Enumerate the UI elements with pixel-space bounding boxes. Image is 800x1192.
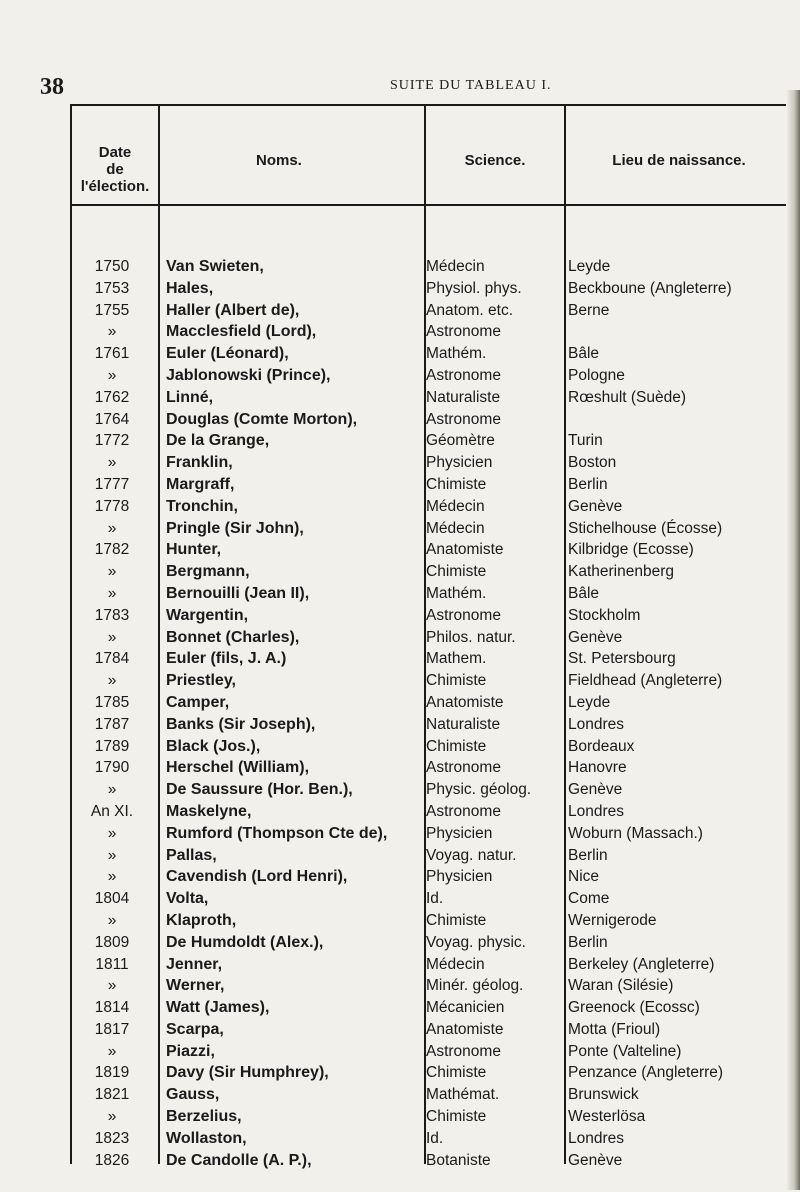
- name-cell: De Saussure (Hor. Ben.),: [166, 781, 353, 799]
- date-cell: »: [107, 1108, 117, 1126]
- table-row: [70, 932, 792, 954]
- name-cell: Hunter,: [166, 541, 222, 559]
- science-cell: Géomètre: [426, 432, 495, 450]
- date-cell: An XI.: [90, 802, 134, 820]
- name-cell: Werner,: [166, 977, 225, 995]
- place-cell: Hanovre: [568, 759, 627, 777]
- place-cell: Leyde: [568, 693, 611, 711]
- page-header: [40, 74, 780, 98]
- name-cell: Margraff,: [166, 475, 235, 493]
- date-cell: »: [107, 366, 117, 384]
- science-cell: Chimiste: [426, 672, 487, 690]
- date-cell: »: [107, 672, 117, 690]
- place-cell: Westerlösa: [568, 1108, 646, 1126]
- place-cell: Nice: [568, 868, 600, 886]
- name-cell: Banks (Sir Joseph),: [166, 715, 316, 733]
- name-cell: Hales,: [166, 279, 214, 297]
- table-row: [70, 1084, 792, 1106]
- name-cell: Herschel (William),: [166, 759, 310, 777]
- table-row: [70, 1128, 792, 1150]
- science-cell: Id.: [426, 890, 444, 908]
- table-row: [70, 430, 792, 452]
- science-cell: Minér. géolog.: [426, 977, 524, 995]
- date-cell: 1787: [94, 715, 130, 733]
- table-row: [70, 1062, 792, 1084]
- science-cell: Médecin: [426, 258, 485, 275]
- date-cell: »: [107, 628, 117, 646]
- table-row: [70, 910, 792, 932]
- place-cell: Genève: [568, 628, 623, 646]
- name-cell: Rumford (Thompson Cte de),: [166, 824, 388, 842]
- table-row: [70, 1019, 792, 1041]
- name-cell: Priestley,: [166, 672, 236, 690]
- name-cell: Camper,: [166, 693, 230, 711]
- table-row: [70, 321, 792, 343]
- date-cell: 1823: [94, 1129, 130, 1147]
- date-cell: 1782: [94, 541, 130, 559]
- place-cell: Berne: [568, 301, 610, 319]
- name-cell: Tronchin,: [166, 497, 238, 515]
- science-cell: Chimiste: [426, 1108, 487, 1126]
- date-cell: 1761: [94, 345, 130, 363]
- date-cell: »: [107, 977, 117, 995]
- science-cell: Anatomiste: [426, 1020, 504, 1038]
- date-cell: »: [107, 519, 117, 537]
- place-cell: Penzance (Angleterre): [568, 1064, 724, 1082]
- table-row: [70, 474, 792, 496]
- place-cell: Berkeley (Angleterre): [568, 955, 715, 973]
- place-cell: Genève: [568, 781, 623, 799]
- table-row: [70, 888, 792, 910]
- date-cell: 1762: [94, 388, 130, 406]
- name-cell: Piazzi,: [166, 1042, 215, 1060]
- date-cell: 1753: [94, 279, 130, 297]
- name-cell: De Humdoldt (Alex.),: [166, 933, 324, 951]
- date-cell: 1778: [94, 497, 130, 515]
- table-row: [70, 539, 792, 561]
- place-cell: Berlin: [568, 846, 608, 864]
- science-cell: Astronome: [426, 410, 501, 428]
- name-cell: De la Grange,: [166, 432, 270, 450]
- place-cell: Bâle: [568, 345, 600, 363]
- place-cell: Pologne: [568, 366, 625, 384]
- name-cell: Linné,: [166, 388, 214, 406]
- table-row: [70, 409, 792, 431]
- name-cell: Pallas,: [166, 846, 217, 864]
- date-cell: »: [107, 1042, 117, 1060]
- science-cell: Mécanicien: [426, 999, 505, 1017]
- name-cell: Scarpa,: [166, 1020, 224, 1038]
- date-cell: 1785: [94, 693, 130, 711]
- science-cell: Physicien: [426, 454, 493, 472]
- date-cell: 1821: [94, 1086, 130, 1104]
- science-cell: Mathem.: [426, 650, 487, 668]
- date-cell: »: [107, 911, 117, 929]
- science-cell: Astronome: [426, 1042, 501, 1060]
- science-cell: Physiol. phys.: [426, 279, 522, 297]
- date-cell: »: [107, 323, 117, 341]
- science-cell: Chimiste: [426, 475, 487, 493]
- table-row: [70, 670, 792, 692]
- name-cell: Jenner,: [166, 955, 223, 973]
- science-cell: Botaniste: [426, 1151, 491, 1169]
- place-cell: Ponte (Valteline): [568, 1042, 682, 1060]
- name-cell: Bernouilli (Jean II),: [166, 584, 310, 602]
- science-cell: Astronome: [426, 759, 501, 777]
- date-cell: 1784: [94, 650, 130, 668]
- science-cell: Astronome: [426, 366, 501, 384]
- date-cell: 1764: [94, 410, 130, 428]
- science-cell: Mathém.: [426, 345, 487, 363]
- science-cell: Physic. géolog.: [426, 781, 532, 799]
- table-body: [70, 256, 792, 1171]
- science-cell: Anatom. etc.: [426, 301, 514, 319]
- table-row: [70, 779, 792, 801]
- science-cell: Astronome: [426, 802, 501, 820]
- table-top-rule: [70, 104, 792, 106]
- date-cell: 1777: [94, 475, 130, 493]
- science-cell: Chimiste: [426, 737, 487, 755]
- column-header-date: Date de l'élection.: [80, 144, 150, 195]
- name-cell: Pringle (Sir John),: [166, 519, 304, 537]
- date-cell: 1809: [94, 933, 130, 951]
- date-cell: 1783: [94, 606, 130, 624]
- place-cell: Genève: [568, 497, 623, 515]
- science-cell: Physicien: [426, 868, 493, 886]
- table-row: [70, 845, 792, 867]
- place-cell: Berlin: [568, 475, 608, 493]
- science-cell: Astronome: [426, 606, 501, 624]
- name-cell: Wargentin,: [166, 606, 249, 624]
- table-row: [70, 365, 792, 387]
- name-cell: Watt (James),: [166, 999, 270, 1017]
- place-cell: Kilbridge (Ecosse): [568, 541, 694, 559]
- place-cell: Genève: [568, 1151, 623, 1169]
- election-table: [70, 104, 792, 1169]
- place-cell: Wernigerode: [568, 911, 657, 929]
- date-cell: »: [107, 846, 117, 864]
- name-cell: Volta,: [166, 890, 209, 908]
- date-cell: 1750: [94, 258, 130, 275]
- date-cell: »: [107, 781, 117, 799]
- place-cell: Londres: [568, 715, 625, 733]
- date-cell: 1817: [94, 1020, 130, 1038]
- date-cell: 1789: [94, 737, 130, 755]
- table-row: [70, 736, 792, 758]
- place-cell: Fieldhead (Angleterre): [568, 672, 723, 690]
- science-cell: Voyag. natur.: [426, 846, 517, 864]
- table-row: [70, 518, 792, 540]
- table-row: [70, 714, 792, 736]
- name-cell: Bonnet (Charles),: [166, 628, 300, 646]
- date-cell: 1814: [94, 999, 130, 1017]
- page-edge-shadow: [786, 90, 800, 1190]
- table-row: [70, 757, 792, 779]
- science-cell: Chimiste: [426, 563, 487, 581]
- table-row: [70, 954, 792, 976]
- science-cell: Mathém.: [426, 584, 487, 602]
- science-cell: Médecin: [426, 519, 485, 537]
- place-cell: Turin: [568, 432, 603, 450]
- table-row: [70, 866, 792, 888]
- date-cell: 1804: [94, 890, 130, 908]
- table-row: [70, 278, 792, 300]
- table-row: [70, 256, 792, 278]
- header-bottom-rule: [70, 204, 792, 206]
- name-cell: Haller (Albert de),: [166, 301, 300, 319]
- place-cell: Berlin: [568, 933, 608, 951]
- science-cell: Chimiste: [426, 911, 487, 929]
- place-cell: Motta (Frioul): [568, 1020, 661, 1038]
- running-title: SUITE DU TABLEAU I.: [390, 78, 552, 93]
- place-cell: Greenock (Ecossc): [568, 999, 700, 1017]
- table-row: [70, 605, 792, 627]
- column-header-place: Lieu de naissance.: [612, 152, 746, 169]
- table-row: [70, 452, 792, 474]
- date-cell: »: [107, 824, 117, 842]
- place-cell: Londres: [568, 802, 625, 820]
- name-cell: Maskelyne,: [166, 802, 252, 820]
- table-row: [70, 1041, 792, 1063]
- place-cell: Leyde: [568, 258, 611, 275]
- science-cell: Astronome: [426, 323, 501, 341]
- place-cell: Come: [568, 890, 610, 908]
- science-cell: Chimiste: [426, 1064, 487, 1082]
- place-cell: Katherinenberg: [568, 563, 674, 581]
- science-cell: Anatomiste: [426, 541, 504, 559]
- table-row: [70, 387, 792, 409]
- name-cell: Euler (fils, J. A.): [166, 650, 287, 668]
- table-row: [70, 1150, 792, 1172]
- date-cell: 1826: [94, 1151, 130, 1169]
- place-cell: Beckboune (Angleterre): [568, 279, 732, 297]
- science-cell: Voyag. physic.: [426, 933, 526, 951]
- place-cell: Woburn (Massach.): [568, 824, 703, 842]
- name-cell: Jablonowski (Prince),: [166, 366, 331, 384]
- name-cell: Berzelius,: [166, 1108, 242, 1126]
- name-cell: De Candolle (A. P.),: [166, 1151, 312, 1169]
- table-row: [70, 648, 792, 670]
- science-cell: Naturaliste: [426, 388, 501, 406]
- table-row: [70, 997, 792, 1019]
- date-cell: 1819: [94, 1064, 130, 1082]
- table-row: [70, 801, 792, 823]
- place-cell: Bâle: [568, 584, 600, 602]
- science-cell: Anatomiste: [426, 693, 504, 711]
- date-cell: »: [107, 563, 117, 581]
- column-header-name: Noms.: [256, 152, 302, 169]
- place-cell: Stichelhouse (Écosse): [568, 519, 723, 537]
- name-cell: Douglas (Comte Morton),: [166, 410, 358, 428]
- date-cell: 1790: [94, 759, 130, 777]
- date-cell: 1772: [94, 432, 130, 450]
- place-cell: Boston: [568, 454, 617, 472]
- table-row: [70, 975, 792, 997]
- science-cell: Médecin: [426, 955, 485, 973]
- table-row: [70, 583, 792, 605]
- name-cell: Macclesfield (Lord),: [166, 323, 317, 341]
- name-cell: Bergmann,: [166, 563, 250, 581]
- page-number: 38: [40, 74, 64, 100]
- place-cell: Londres: [568, 1129, 625, 1147]
- name-cell: Davy (Sir Humphrey),: [166, 1064, 329, 1082]
- name-cell: Gauss,: [166, 1086, 220, 1104]
- table-row: [70, 300, 792, 322]
- date-cell: »: [107, 868, 117, 886]
- name-cell: Wollaston,: [166, 1129, 247, 1147]
- table-row: [70, 627, 792, 649]
- table-row: [70, 823, 792, 845]
- date-cell: »: [107, 454, 117, 472]
- place-cell: Rœshult (Suède): [568, 388, 687, 406]
- place-cell: Brunswick: [568, 1086, 639, 1104]
- science-cell: Id.: [426, 1129, 444, 1147]
- table-row: [70, 692, 792, 714]
- science-cell: Mathémat.: [426, 1086, 500, 1104]
- table-row: [70, 343, 792, 365]
- name-cell: Cavendish (Lord Henri),: [166, 868, 348, 886]
- science-cell: Physicien: [426, 824, 493, 842]
- place-cell: Waran (Silésie): [568, 977, 674, 995]
- place-cell: St. Petersbourg: [568, 650, 676, 668]
- science-cell: Philos. natur.: [426, 628, 516, 646]
- date-cell: 1755: [94, 301, 130, 319]
- science-cell: Médecin: [426, 497, 485, 515]
- name-cell: Euler (Léonard),: [166, 345, 289, 363]
- name-cell: Franklin,: [166, 454, 233, 472]
- science-cell: Naturaliste: [426, 715, 501, 733]
- table-row: [70, 1106, 792, 1128]
- place-cell: Stockholm: [568, 606, 641, 624]
- name-cell: Van Swieten,: [166, 258, 264, 275]
- table-row: [70, 496, 792, 518]
- name-cell: Black (Jos.),: [166, 737, 261, 755]
- table-row: [70, 561, 792, 583]
- date-cell: 1811: [95, 955, 129, 973]
- date-cell: »: [107, 584, 117, 602]
- column-header-science: Science.: [464, 152, 526, 169]
- name-cell: Klaproth,: [166, 911, 237, 929]
- place-cell: Bordeaux: [568, 737, 635, 755]
